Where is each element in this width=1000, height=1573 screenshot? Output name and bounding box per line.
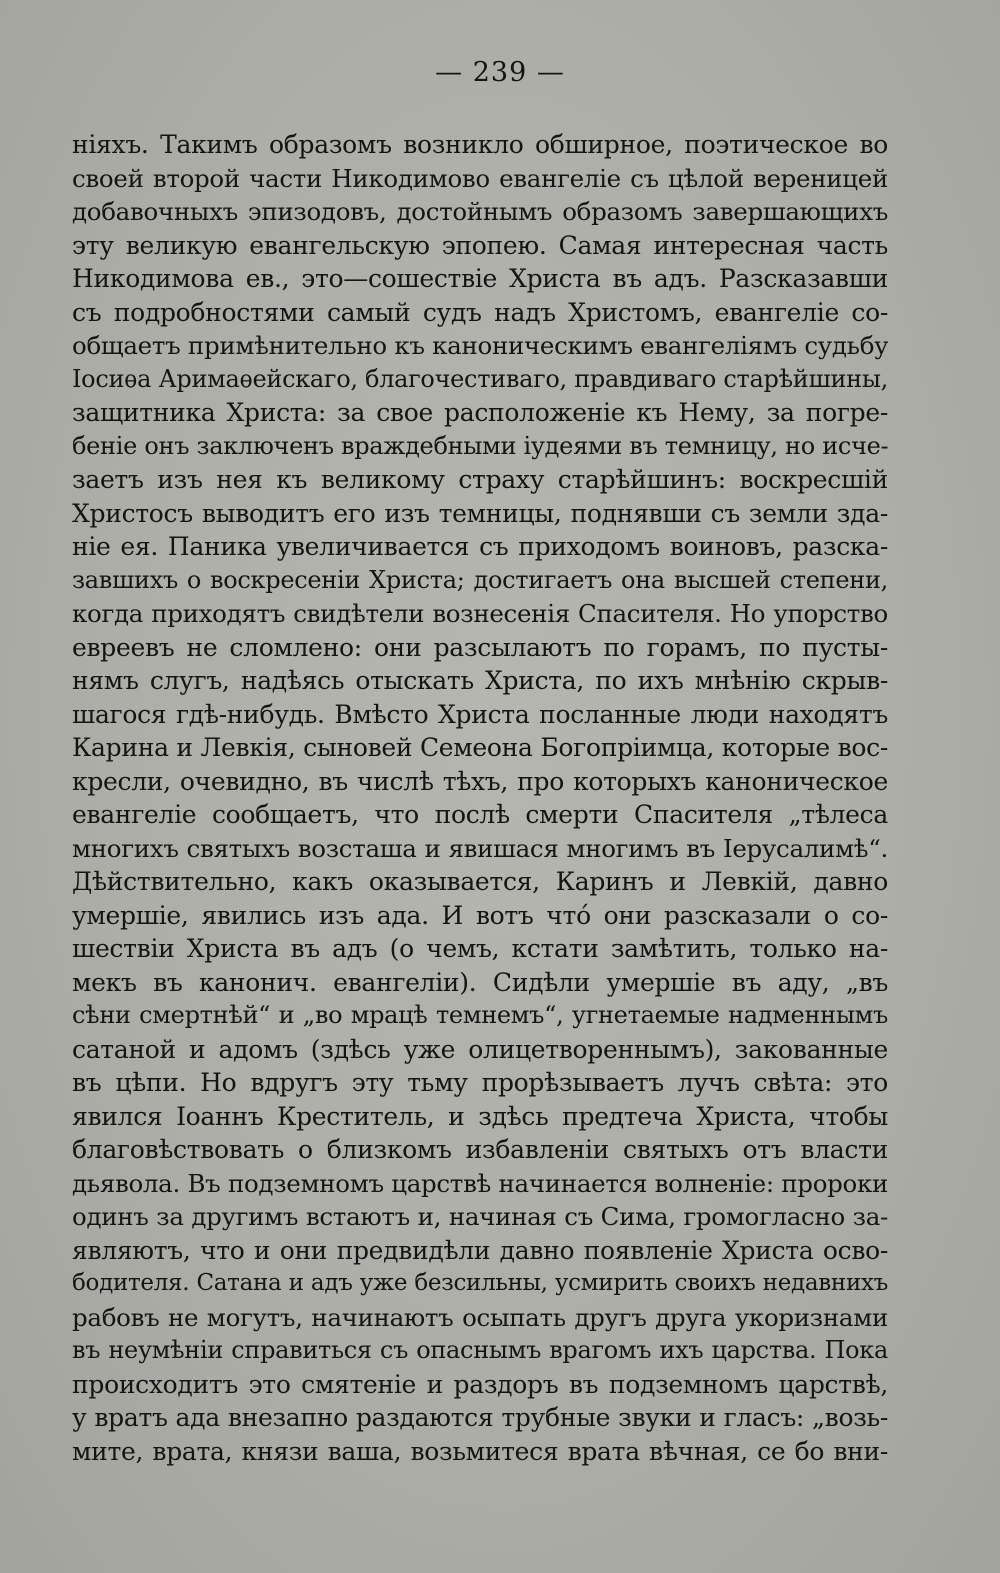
text-line: Карина и Левкія, сыновей Семеона Богопріимца, которые вос-	[72, 733, 888, 762]
text-line: въ цѣпи. Но вдругъ эту тьму прорѣзываетъ лучъ свѣта: это	[72, 1068, 888, 1097]
text-line: мите, врата, князи ваша, возьмитеся врата вѣчная, се бо вни-	[72, 1436, 888, 1466]
text-line: защитника Христа: за свое расположеніе къ Нему, за погре-	[72, 398, 888, 427]
text-line: беніе онъ заключенъ враждебными іудеями въ темницу, но исче-	[72, 431, 888, 460]
text-line: ніе ея. Паника увеличивается съ приходомъ воиновъ, разска-	[72, 532, 888, 561]
text-line: добавочныхъ эпизодовъ, достойнымъ образомъ завершающихъ	[72, 197, 888, 226]
text-line: бодителя. Сатана и адъ уже безсильны, усмирить своихъ недавнихъ	[72, 1270, 888, 1296]
text-line: умершіе, явились изъ ада. И вотъ что́ они разсказали о со-	[72, 900, 888, 930]
text-line: когда приходятъ свидѣтели вознесенія Спасителя. Но упорство	[72, 599, 888, 628]
text-line: являютъ, что и они предвидѣли давно появленіе Христа осво-	[72, 1235, 888, 1265]
text-line: общаетъ примѣнительно къ каноническимъ евангеліямъ судьбу	[72, 331, 888, 360]
text-line: заетъ изъ нея къ великому страху старѣйшинъ: воскресшій	[72, 465, 888, 494]
text-line: происходитъ это смятеніе и раздоръ въ подземномъ царствѣ,	[72, 1369, 888, 1399]
text-line: эту великую евангельскую эпопею. Самая интересная часть	[72, 230, 888, 260]
text-line: рабовъ не могутъ, начинаютъ осыпать другъ друга укоризнами	[72, 1302, 888, 1332]
text-line: благовѣствовать о близкомъ избавленіи святыхъ отъ власти	[72, 1135, 888, 1164]
text-line: своей второй части Никодимово евангеліе съ цѣлой вереницей	[72, 163, 888, 193]
text-line: сѣни смертнѣй“ и „во мрацѣ темнемъ“, угнетаемые надменнымъ	[72, 1001, 888, 1029]
text-line: шагося гдѣ-нибудь. Вмѣсто Христа посланные люди находятъ	[72, 699, 888, 729]
text-line: у вратъ ада внезапно раздаются трубные звуки и гласъ: „возь-	[72, 1403, 888, 1432]
text-line: явился Іоаннъ Креститель, и здѣсь предтеча Христа, чтобы	[72, 1101, 888, 1131]
text-line: дьявола. Въ подземномъ царствѣ начинается волненіе: пророки	[72, 1168, 888, 1198]
text-line: завшихъ о воскресеніи Христа; достигаетъ она высшей степени,	[72, 565, 888, 594]
text-line: одинъ за другимъ встаютъ и, начиная съ Сима, громогласно за-	[72, 1202, 888, 1231]
text-line: многихъ святыхъ возсташа и явишася многимъ въ Іерусалимѣ“.	[72, 833, 888, 863]
page-number: — 239 —	[435, 57, 565, 88]
text-line: Іосиѳа Аримаѳейскаго, благочестиваго, правдиваго старѣйшины,	[72, 364, 888, 393]
text-line: мекъ въ канонич. евангеліи). Сидѣли умершіе въ аду, „въ	[72, 967, 888, 997]
body-text	[72, 128, 888, 1468]
text-line: съ подробностями самый судъ надъ Христомъ, евангеліе со-	[72, 297, 888, 327]
text-line: ніяхъ. Такимъ образомъ возникло обширное, поэтическое во	[72, 130, 888, 159]
text-line: евангеліе сообщаетъ, что послѣ смерти Спасителя „тѣлеса	[72, 800, 888, 829]
text-line: нямъ слугъ, надѣясь отыскать Христа, по ихъ мнѣнію скрыв-	[72, 666, 888, 695]
text-line: въ неумѣніи справиться съ опаснымъ врагомъ ихъ царства. Пока	[72, 1336, 888, 1364]
text-line: сатаной и адомъ (здѣсь уже олицетвореннымъ), закованные	[72, 1034, 888, 1064]
text-line: шествіи Христа въ адъ (о чемъ, кстати замѣтить, только на-	[72, 934, 888, 963]
text-line: Дѣйствительно, какъ оказывается, Каринъ и Левкій, давно	[72, 867, 888, 896]
text-line: Никодимова ев., это—сошествіе Христа въ адъ. Разсказавши	[72, 264, 888, 293]
text-line: Христосъ выводитъ его изъ темницы, поднявши съ земли зда-	[72, 498, 888, 528]
text-line: евреевъ не сломлено: они разсылаютъ по горамъ, по пусты-	[72, 632, 888, 662]
text-line: кресли, очевидно, въ числѣ тѣхъ, про которыхъ каноническое	[72, 766, 888, 796]
